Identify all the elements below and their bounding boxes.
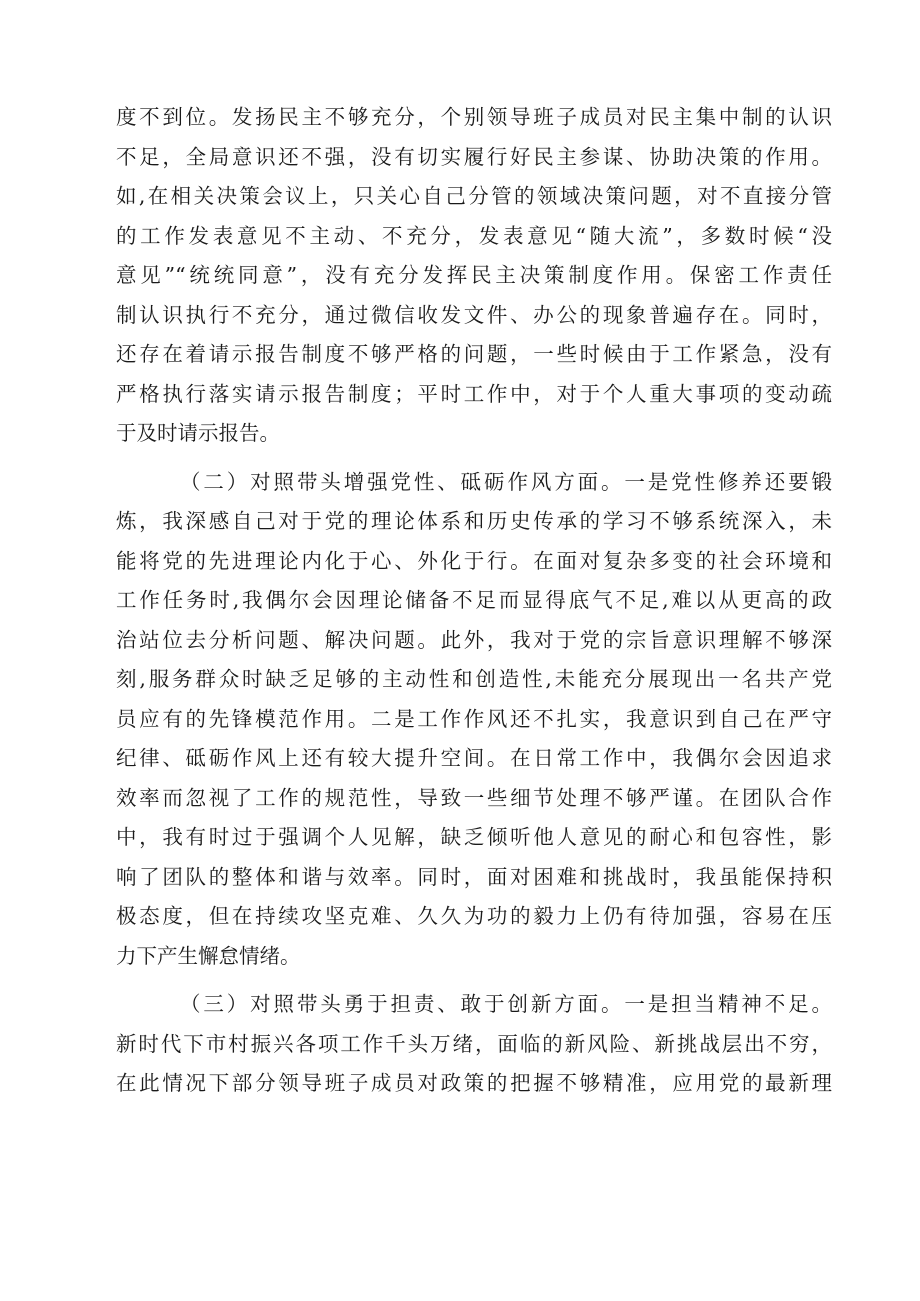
paragraph-line: 响了团队的整体和谐与效率。同时，面对困难和挑战时，我虽能保持积: [116, 864, 832, 889]
paragraph-line: 中，我有时过于强调个人见解，缺乏倾听他人意见的耐心和包容性，影: [116, 825, 832, 849]
paragraph-line: 能将党的先进理论内化于心、外化于行。在面对复杂多变的社会环境和: [116, 548, 832, 573]
paragraph-line: 制认识执行不充分，通过微信收发文件、办公的现象普遍存在。同时，: [116, 302, 832, 327]
paragraph-line: （三）对照带头勇于担责、敢于创新方面。一是担当精神不足。: [180, 992, 832, 1016]
paragraph-line: 工作任务时,我偶尔会因理论储备不足而显得底气不足,难以从更高的政: [116, 588, 832, 612]
paragraph-line: 意见”“统统同意”，没有充分发挥民主决策制度作用。保密工作责任: [116, 263, 832, 287]
paragraph-line: 在此情况下部分领导班子成员对政策的把握不够精准，应用党的最新理: [116, 1071, 832, 1095]
paragraph-line: 治站位去分析问题、解决问题。此外，我对于党的宗旨意识理解不够深: [116, 627, 832, 652]
body-text: [116, 98, 832, 1104]
paragraph-line: 炼，我深感自己对于党的理论体系和历史传承的学习不够系统深入，未: [116, 509, 832, 533]
paragraph-line: 员应有的先锋模范作用。二是工作作风还不扎实，我意识到自己在严守: [116, 706, 832, 731]
paragraph-line: 度不到位。发扬民主不够充分，个别领导班子成员对民主集中制的认识: [116, 105, 832, 129]
paragraph-line: 还存在着请示报告制度不够严格的问题，一些时候由于工作紧急，没有: [116, 342, 832, 366]
paragraph-3: [116, 985, 832, 1104]
paragraph-line: （二）对照带头增强党性、砥砺作风方面。一是党性修养还要锻: [180, 469, 832, 494]
paragraph-line: 如,在相关决策会议上，只关心自己分管的领域决策问题，对不直接分管: [116, 184, 832, 208]
paragraph-line: 效率而忽视了工作的规范性，导致一些细节处理不够严谨。在团队合作: [116, 785, 832, 810]
paragraph-line: 纪律、砥砺作风上还有较大提升空间。在日常工作中，我偶尔会因追求: [116, 746, 832, 770]
paragraph-line: 不足，全局意识还不强，没有切实履行好民主参谋、协助决策的作用。: [116, 144, 832, 169]
paragraph-line: 的工作发表意见不主动、不充分，发表意见“随大流”，多数时候“没: [116, 223, 832, 248]
paragraph-line: 刻,服务群众时缺乏足够的主动性和创造性,未能充分展现出一名共产党: [116, 667, 832, 691]
paragraph-line: 极态度，但在持续攻坚克难、久久为功的毅力上仍有待加强，容易在压: [116, 904, 832, 928]
paragraph-line: 新时代下市村振兴各项工作千头万绪，面临的新风险、新挑战层出不穷，: [116, 1031, 832, 1056]
paragraph-1: [116, 98, 832, 454]
paragraph-line: 严格执行落实请示报告制度；平时工作中，对于个人重大事项的变动疏: [116, 381, 832, 406]
paragraph-line: 力下产生懈怠情绪。: [116, 943, 301, 968]
paragraph-2: [116, 463, 832, 977]
paragraph-line: 于及时请示报告。: [116, 421, 280, 445]
